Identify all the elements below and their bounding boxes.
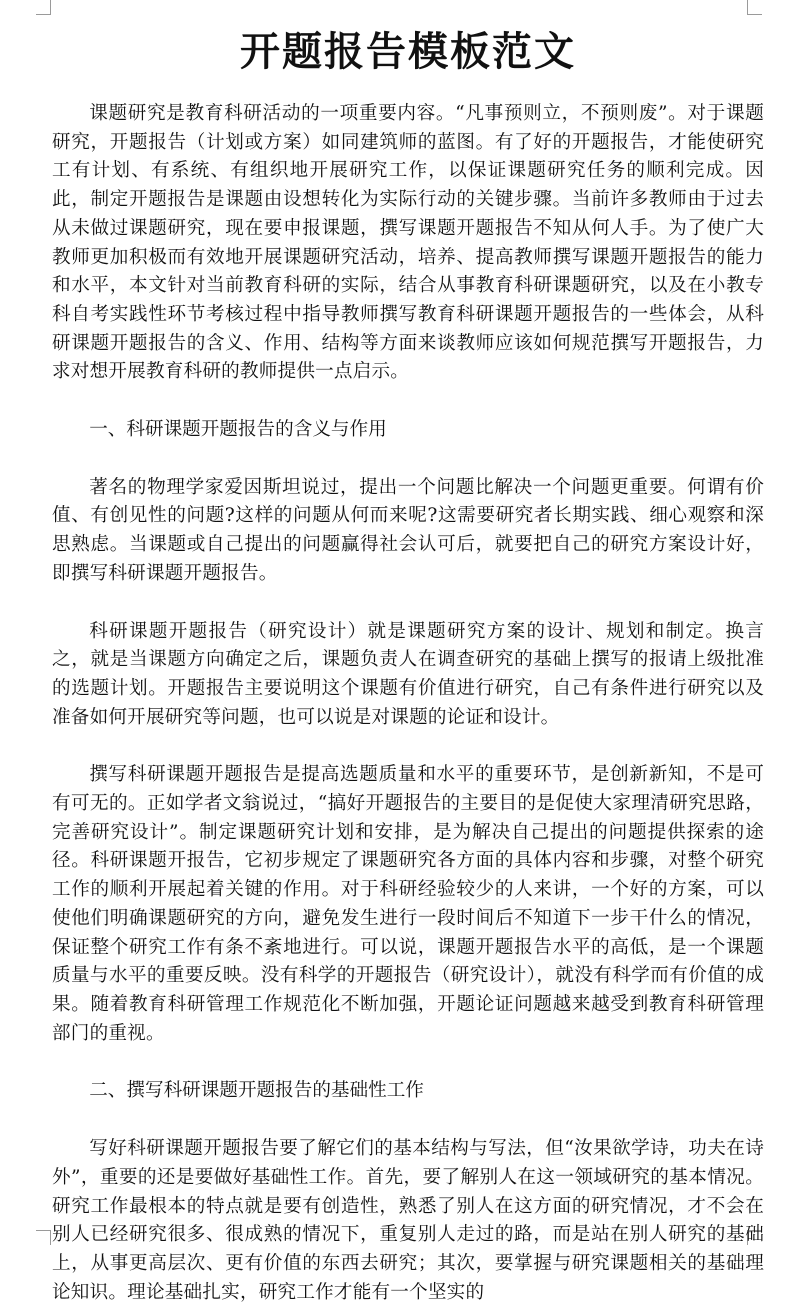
document-page bbox=[52, 26, 764, 1307]
paragraph-intro: 课题研究是教育科研活动的一项重要内容。“凡事预则立，不预则废”。对于课题研究，开题报告（计划或方案）如同建筑师的蓝图。有了好的开题报告，才能使研究工有计划、有系统、有组织地开展研究工作，以保证课题研究任务的顺利完成。因此，制定开题报告是课题由设想转化为实际行动的关键步骤。当前许多教师由于过去从未做过课题研究，现在要申报课题，撰写课题开题报告不知从何人手。为了使广大教师更加积极而有效地开展课题研究活动，培养、提高教师撰写课题开题报告的能力和水平，本文针对当前教育科研的实际，结合从事教育科研课题研究，以及在小教专科自考实践性环节考核过程中指导教师撰写教育科研课题开题报告的一些体会，从科研课题开题报告的含义、作用、结构等方面来谈教师应该如何规范撰写开题报告，力求对想开展教育科研的教师提供一点启示。 bbox=[52, 103, 764, 383]
section-heading-2: 二、撰写科研课题开题报告的基础性工作 bbox=[89, 1080, 424, 1102]
section-heading-1: 一、科研课题开题报告的含义与作用 bbox=[89, 419, 387, 441]
paragraph: 科研课题开题报告（研究设计）就是课题研究方案的设计、规划和制定。换言之，就是当课题方向确定之后，课题负责人在调查研究的基础上撰写的报请上级批准的选题计划。开题报告主要说明这个课题有价值进行研究，自己有条件进行研究以及准备如何开展研究等问题，也可以说是对课题的论证和设计。 bbox=[52, 620, 764, 728]
paragraph: 著名的物理学家爱因斯坦说过，提出一个问题比解决一个问题更重要。何谓有价值、有创见性的问题?这样的问题从何而来呢?这需要研究者长期实践、细心观察和深思熟虑。当课题或自己提出的问题赢得社会认可后，就要把自己的研究方案设计好，即撰写科研课题开题报告。 bbox=[52, 476, 764, 584]
page-corner-mark bbox=[36, 1230, 51, 1245]
document-title: 开题报告模板范文 bbox=[240, 28, 576, 75]
page-corner-mark bbox=[36, 0, 51, 15]
paragraph: 写好科研课题开题报告要了解它们的基本结构与写法，但“汝果欲学诗，功夫在诗外”，重要的还是要做好基础性工作。首先，要了解别人在这一领域研究的基本情况。研究工作最根本的特点就是要有创造性，熟悉了别人在这方面的研究情况，才不会在别人已经研究很多、很成熟的情况下，重复别人走过的路，而是站在别人研究的基础上，从事更高层次、更有价值的东西去研究；其次，要掌握与研究课题相关的基础理论知识。理论基础扎实，研究工作才能有一个坚实的 bbox=[52, 1138, 764, 1303]
paragraph: 撰写科研课题开题报告是提高选题质量和水平的重要环节，是创新新知，不是可有可无的。正如学者文翁说过，“搞好开题报告的主要目的是促使大家理清研究思路，完善研究设计”。制定课题研究计划和安排，是为解决自己提出的问题提供探索的途径。科研课题开报告，它初步规定了课题研究各方面的具体内容和步骤，对整个研究工作的顺利开展起着关键的作用。对于科研经验较少的人来讲，一个好的方案，可以使他们明确课题研究的方向，避免发生进行一段时间后不知道下一步干什么的情况，保证整个研究工作有条不紊地进行。可以说，课题开题报告水平的高低，是一个课题质量与水平的重要反映。没有科学的开题报告（研究设计），就没有科学而有价值的成果。随着教育科研管理工作规范化不断加强，开题论证问题越来越受到教育科研管理部门的重视。 bbox=[52, 764, 764, 1044]
page-corner-mark bbox=[747, 0, 762, 15]
